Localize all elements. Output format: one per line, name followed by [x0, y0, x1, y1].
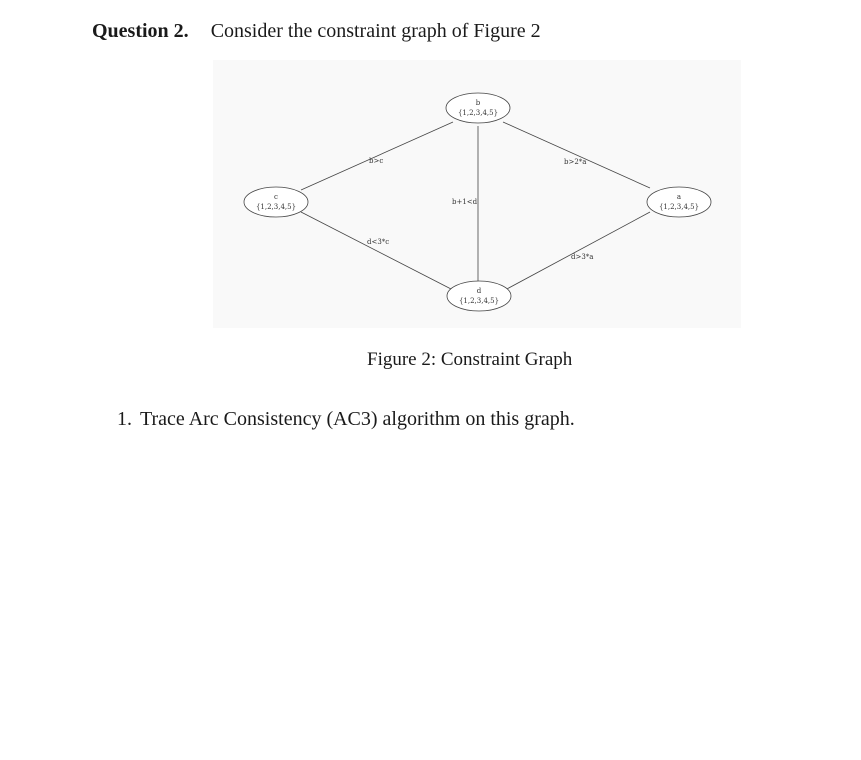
- task-text: Trace Arc Consistency (AC3) algorithm on this graph.: [140, 408, 575, 430]
- edge-label-c-d: d<3*c: [367, 238, 390, 246]
- figure-caption: Figure 2: Constraint Graph: [367, 349, 573, 370]
- edge-label-b-a: b>2*a: [564, 158, 587, 166]
- node-c: [244, 187, 308, 217]
- edge-c-d: [301, 212, 453, 290]
- edge-label-a-d: d>3*a: [571, 253, 594, 261]
- node-b-domain: {1,2,3,4,5}: [457, 109, 499, 117]
- node-a-domain: {1,2,3,4,5}: [658, 203, 700, 211]
- edge-label-b-d: b+1<d: [452, 198, 478, 206]
- node-c-domain: {1,2,3,4,5}: [255, 203, 297, 211]
- node-c-name: c: [274, 193, 278, 201]
- edge-b-c: [301, 122, 453, 190]
- node-d-domain: {1,2,3,4,5}: [458, 297, 500, 305]
- task-item: [117, 406, 575, 432]
- edge-label-b-c: b>c: [369, 157, 384, 165]
- task-number: 1.: [117, 408, 132, 430]
- question-label: Question 2.: [92, 20, 189, 42]
- node-b-name: b: [475, 99, 481, 107]
- node-d: [447, 281, 511, 311]
- question-text: Consider the constraint graph of Figure 2: [210, 20, 541, 42]
- constraint-graph: [213, 60, 741, 328]
- node-a-name: a: [676, 193, 682, 201]
- node-d-name: d: [476, 287, 482, 295]
- constraint-graph-figure: [213, 60, 741, 328]
- edge-b-a: [503, 122, 650, 188]
- node-b: [446, 93, 510, 123]
- edge-a-d: [505, 212, 650, 290]
- question-heading: [92, 18, 541, 44]
- node-a: [647, 187, 711, 217]
